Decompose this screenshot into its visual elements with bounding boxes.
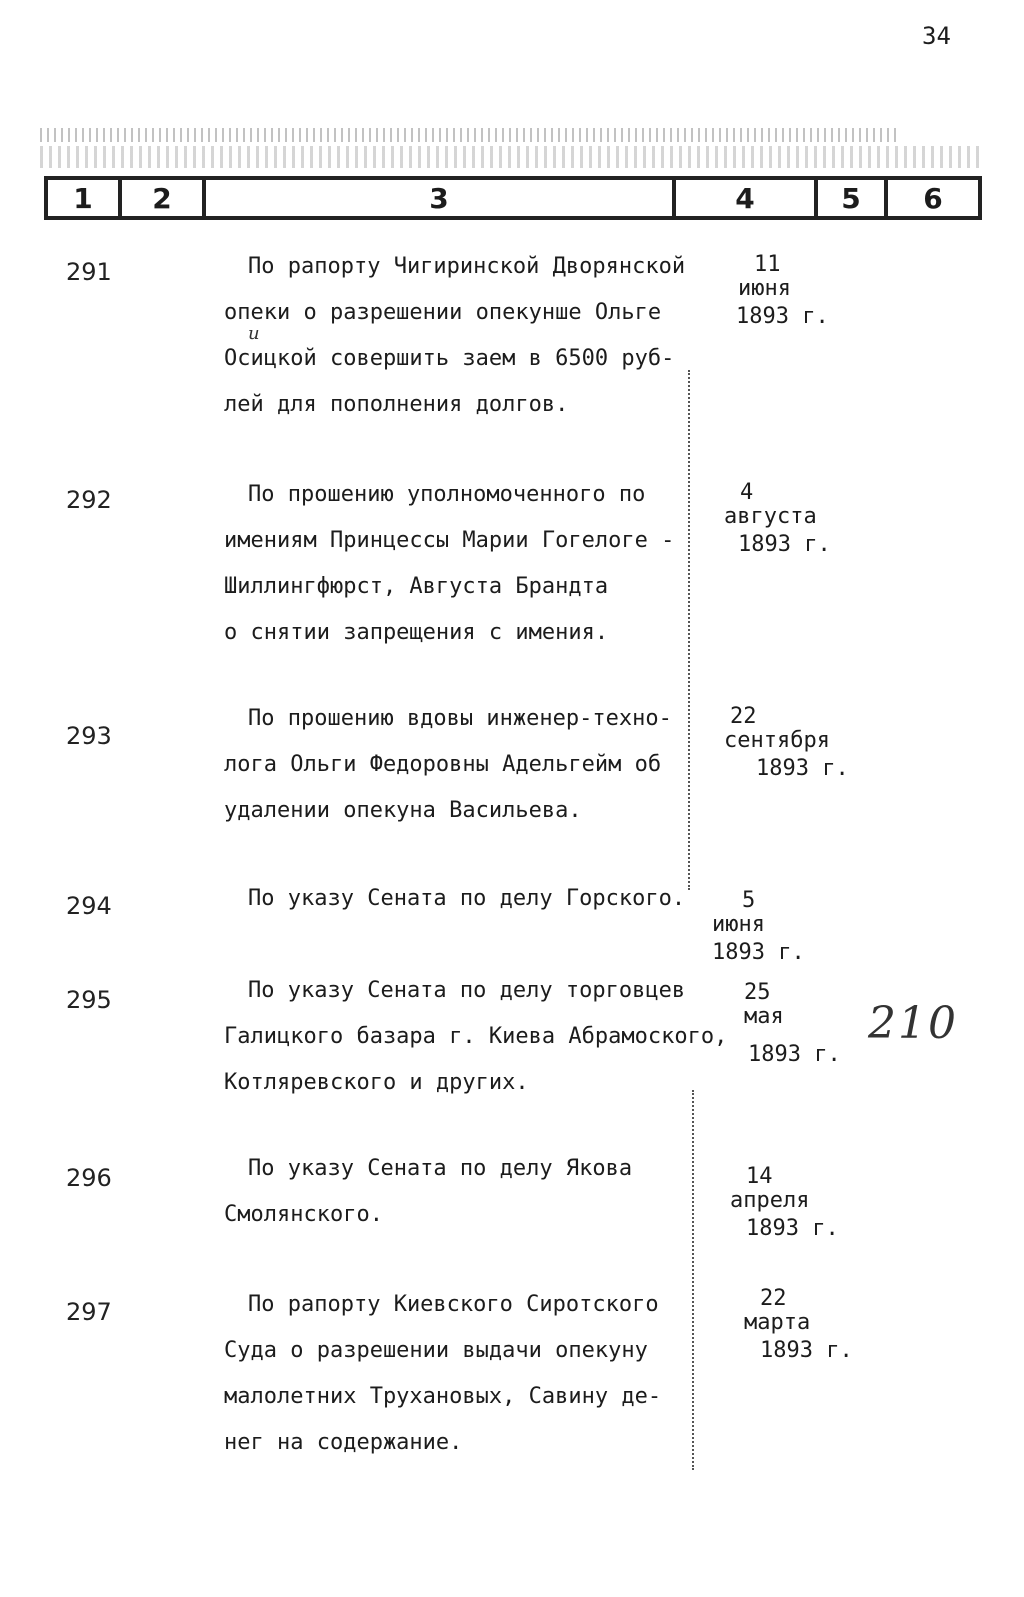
entry-date: [712, 888, 805, 970]
entry-description: [224, 472, 704, 656]
date-month: июня: [738, 276, 791, 301]
date-month: июня: [712, 912, 765, 937]
entry-description: [224, 876, 704, 922]
date-year: 1893 г.: [756, 756, 849, 781]
column-header-6: 6: [923, 181, 943, 215]
date-month: августа: [724, 504, 817, 529]
entry-line: По рапорту Чигиринской Дворянской: [248, 254, 686, 279]
date-day: 25: [744, 980, 771, 1005]
entry-number: 292: [66, 486, 112, 514]
entry-line: Котляревского и других.: [224, 1070, 529, 1095]
entry-date: [744, 980, 841, 1072]
entry-date: [724, 704, 849, 786]
entry-description: [224, 1282, 704, 1466]
header-dotted-rule: [40, 128, 900, 142]
date-day: 14: [746, 1164, 773, 1189]
column-header-5: 5: [818, 180, 888, 216]
date-year: 1893 г.: [760, 1338, 853, 1363]
handwritten-note: 210: [868, 998, 958, 1049]
date-month: марта: [744, 1310, 811, 1335]
entry-line: Суда о разрешении выдачи опекуну: [224, 1338, 648, 1363]
column-header-row: [44, 176, 982, 220]
page-number: 34: [922, 22, 951, 50]
entry-date: [736, 252, 829, 334]
entry-line: удалении опекуна Васильева.: [224, 798, 582, 823]
entry-number: 296: [66, 1164, 112, 1192]
entry-description: [224, 1146, 704, 1238]
date-year: 1893 г.: [748, 1042, 841, 1067]
entry-line: имениям Принцессы Марии Гогелоге -: [224, 528, 675, 553]
column-header-2: 2: [122, 180, 206, 216]
entry-line: Осицкой совершить заем в 6500 руб-: [224, 346, 675, 371]
entry-line: Смолянского.: [224, 1202, 383, 1227]
entry-line: о снятии запрещения с имения.: [224, 620, 609, 645]
entry-date: [724, 480, 831, 562]
date-day: 4: [740, 480, 754, 505]
entry-description: [224, 244, 704, 428]
date-month: апреля: [730, 1188, 810, 1213]
entry-line: малолетних Трухановых, Савину де-: [224, 1384, 662, 1409]
entry-line: По рапорту Киевского Сиротского: [248, 1292, 659, 1317]
entry-line: По указу Сената по делу Якова: [248, 1156, 633, 1181]
entry-line: нег на содержание.: [224, 1430, 463, 1455]
entry-line: По прошению вдовы инженер-техно-: [248, 706, 672, 731]
column-header-4: 4: [676, 180, 818, 216]
entry-number: 293: [66, 722, 112, 750]
entry-line: По указу Сената по делу торговцев: [248, 978, 686, 1003]
date-year: 1893 г.: [738, 532, 831, 557]
date-year: 1893 г.: [736, 304, 829, 329]
date-day: 11: [754, 252, 781, 277]
entry-description: [224, 696, 704, 834]
column-header-1: 1: [48, 180, 122, 216]
entry-number: 291: [66, 258, 112, 286]
entry-description: [224, 968, 764, 1106]
date-day: 5: [742, 888, 756, 913]
entry-line: Шиллингфюрст, Августа Брандта: [224, 574, 609, 599]
entry-line: По указу Сената по делу Горского.: [248, 886, 686, 911]
entry-date: [730, 1164, 839, 1246]
entry-line: лей для пополнения долгов.: [224, 392, 569, 417]
entry-line: По прошению уполномоченного по: [248, 482, 646, 507]
entry-date: [744, 1286, 853, 1368]
entry-number: 295: [66, 986, 112, 1014]
entry-line: лога Ольги Федоровны Адельгейм об: [224, 752, 662, 777]
entry-number: 297: [66, 1298, 112, 1326]
date-year: 1893 г.: [746, 1216, 839, 1241]
entry-number: 294: [66, 892, 112, 920]
column-header-3: 3: [206, 180, 676, 216]
date-year: 1893 г.: [712, 940, 805, 965]
header-faded-text: [40, 146, 980, 168]
date-month: сентября: [724, 728, 830, 753]
entry-line: опеки о разрешении опекунше Ольге: [224, 300, 662, 325]
date-day: 22: [730, 704, 757, 729]
date-month: мая: [744, 1004, 784, 1029]
entry-line: Галицкого базара г. Киева Абрамоского,: [224, 1024, 728, 1049]
handwritten-insert-mark: и: [248, 323, 260, 344]
date-day: 22: [760, 1286, 787, 1311]
